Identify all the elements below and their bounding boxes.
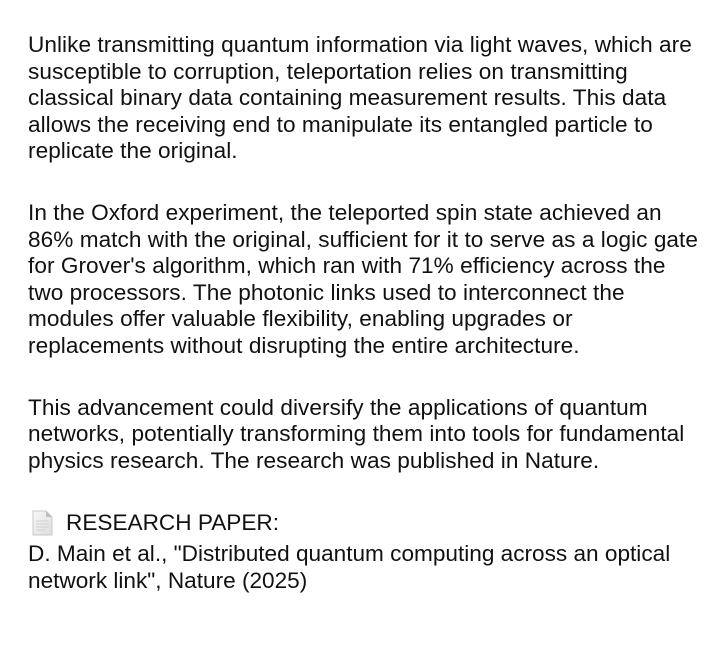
article-body xyxy=(28,32,698,595)
paragraph-teleportation-explanation: Unlike transmitting quantum information via light waves, which are susceptible to corruption, teleportation relies on transmitting classical binary data containing measurement results. This data allows the receiving end to manipulate its entangled particle to replicate the original. xyxy=(28,32,692,164)
paper-citation: D. Main et al., "Distributed quantum computing across an optical network link", Nature (2025) xyxy=(28,541,671,593)
paragraph-applications: This advancement could diversify the applications of quantum networks, potentially transforming them into tools for fundamental physics research. The research was published in Nature. xyxy=(28,394,685,473)
page-facing-up-icon xyxy=(28,509,56,537)
research-paper-label: RESEARCH PAPER: xyxy=(66,510,280,536)
research-paper-header xyxy=(28,509,698,537)
paragraph-oxford-experiment: In the Oxford experiment, the teleported spin state achieved an 86% match with the original, sufficient for it to serve as a logic gate for Grover's algorithm, which ran with 71% efficiency across the two processors. The photonic links used to interconnect the modules offer valuable flexibility, enabling upgrades or replacements without disrupting the entire architecture. xyxy=(28,199,698,358)
